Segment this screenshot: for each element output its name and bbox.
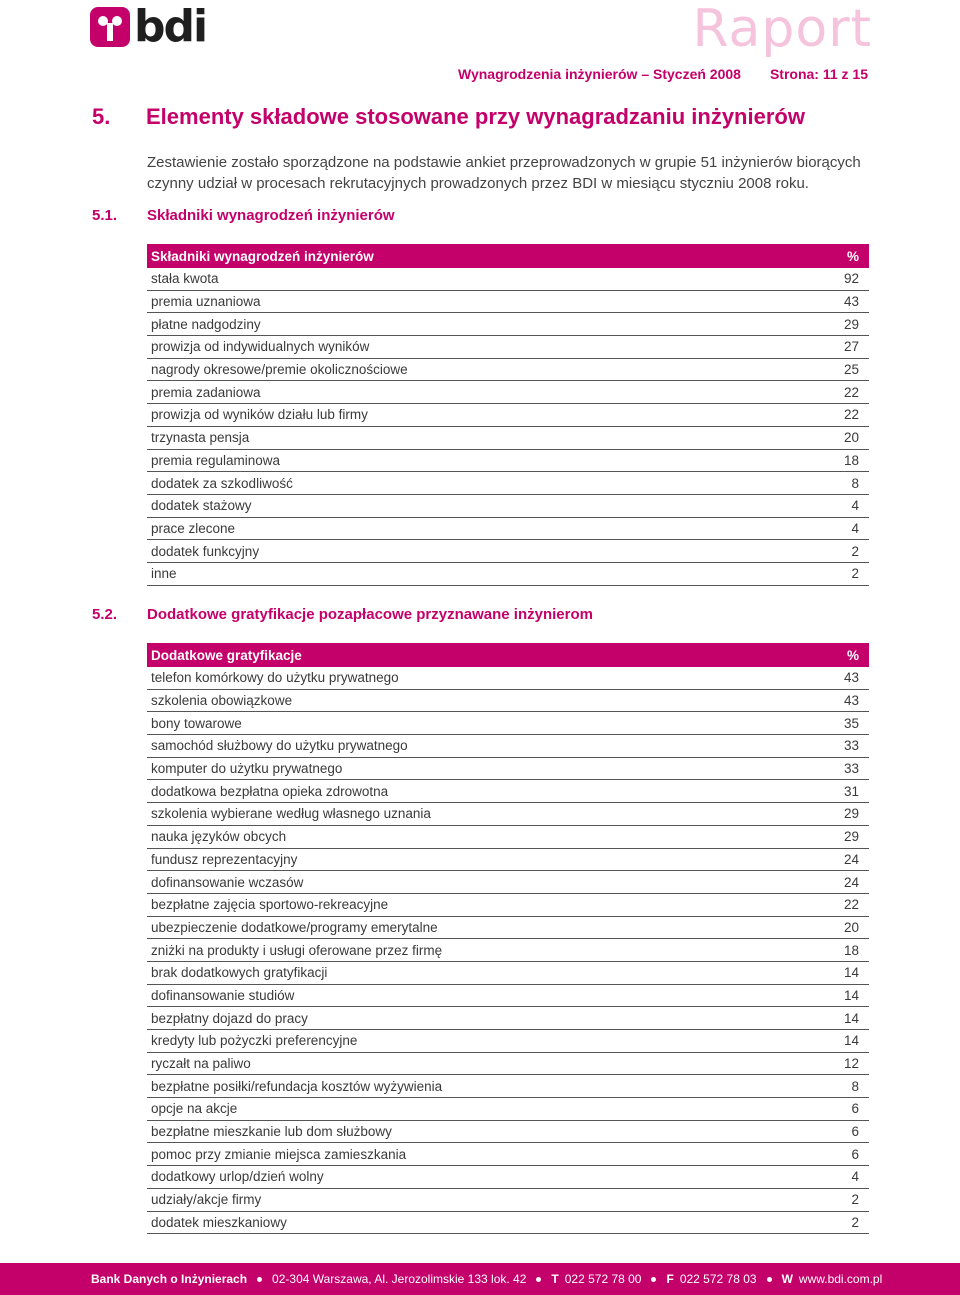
row-name: bezpłatne zajęcia sportowo-rekreacyjne [151,897,389,913]
row-value: 43 [843,693,859,709]
row-value: 20 [843,919,859,935]
table-row [147,780,869,803]
table-header [147,643,869,667]
page-number: Strona: 11 z 15 [769,66,868,82]
footer-company: Bank Danych o Inżynierach [91,1272,248,1286]
bdi-logo [90,1,207,52]
row-name: kredyty lub pożyczki preferencyjne [151,1033,358,1049]
header-percent: % [846,647,859,663]
table-row [147,758,869,781]
row-name: dodatek za szkodliwość [151,475,293,491]
table-row [147,1166,869,1189]
table-row [147,1212,869,1235]
row-name: dodatek funkcyjny [151,543,260,559]
table-row [147,690,869,713]
table1-heading [92,207,395,224]
table-row [147,1030,869,1053]
row-value: 25 [843,362,859,378]
section-heading [92,104,805,130]
row-name: prowizja od indywidualnych wyników [151,339,370,355]
row-name: nagrody okresowe/premie okolicznościowe [151,362,408,378]
row-value: 2 [851,1214,859,1230]
row-name: dodatkowa bezpłatna opieka zdrowotna [151,783,389,799]
row-value: 22 [843,407,859,423]
row-name: dodatkowy urlop/dzień wolny [151,1169,324,1185]
row-value: 8 [851,475,859,491]
row-name: komputer do użytku prywatnego [151,761,343,777]
table1-title: Składniki wynagrodzeń inżynierów [147,207,395,224]
footer-fax: 022 572 78 03 [679,1272,757,1286]
row-name: opcje na akcje [151,1101,238,1117]
footer-address: 02-304 Warszawa, Al. Jerozolimskie 133 lok. 42 [272,1272,527,1286]
table2-heading [92,606,593,623]
table2-number: 5.2. [92,606,118,623]
table-row [147,849,869,872]
row-value: 29 [843,316,859,332]
row-name: szkolenia wybierane według własnego uznania [151,806,431,822]
row-value: 24 [843,851,859,867]
table-row [147,985,869,1008]
row-value: 29 [843,806,859,822]
table-row [147,268,869,291]
table-row [147,563,869,586]
table-row [147,871,869,894]
row-name: bony towarowe [151,715,242,731]
row-value: 35 [843,715,859,731]
table-row [147,518,869,541]
table-row [147,427,869,450]
row-value: 14 [843,1033,859,1049]
row-name: nauka języków obcych [151,829,287,845]
section-number: 5. [92,104,111,129]
footer-web[interactable]: www.bdi.com.pl [798,1272,883,1286]
row-value: 20 [843,430,859,446]
header-name: Składniki wynagrodzeń inżynierów [151,248,374,264]
table-row [147,826,869,849]
table-row [147,712,869,735]
table-row [147,313,869,336]
bullet-icon [651,1277,656,1282]
bullet-icon [767,1277,772,1282]
row-name: premia uznaniowa [151,294,261,310]
header-name: Dodatkowe gratyfikacje [151,647,302,663]
table-row [147,540,869,563]
logo-text: bdi [134,1,207,52]
row-name: brak dodatkowych gratyfikacji [151,965,328,981]
footer-web-label: W [781,1272,793,1286]
row-value: 43 [843,294,859,310]
row-value: 2 [851,543,859,559]
row-value: 18 [843,942,859,958]
row-value: 14 [843,965,859,981]
table-row [147,803,869,826]
row-name: prace zlecone [151,520,236,536]
document-subtitle: Wynagrodzenia inżynierów – Styczeń 2008 [458,66,741,82]
footer-tel-label: T [551,1272,559,1286]
table-row [147,1053,869,1076]
row-name: premia regulaminowa [151,452,281,468]
table-row [147,359,869,382]
table-row [147,1189,869,1212]
row-value: 14 [843,1010,859,1026]
row-name: stała kwota [151,271,219,287]
table2-title: Dodatkowe gratyfikacje pozapłacowe przyznawane inżynierom [147,606,593,623]
table1-number: 5.1. [92,207,118,224]
row-name: szkolenia obowiązkowe [151,693,293,709]
row-value: 29 [843,829,859,845]
row-name: prowizja od wyników działu lub firmy [151,407,368,423]
row-name: trzynasta pensja [151,430,250,446]
table-row [147,450,869,473]
table-row [147,291,869,314]
bullet-icon [257,1277,262,1282]
row-value: 4 [851,1169,859,1185]
header-percent: % [846,248,859,264]
table-row [147,735,869,758]
row-value: 31 [843,783,859,799]
row-name: dofinansowanie wczasów [151,874,304,890]
row-name: dodatek stażowy [151,498,252,514]
row-name: płatne nadgodziny [151,316,261,332]
row-name: ryczałt na paliwo [151,1056,251,1072]
row-name: bezpłatny dojazd do pracy [151,1010,308,1026]
row-name: zniżki na produkty i usługi oferowane przez firmę [151,942,443,958]
row-name: pomoc przy zmianie miejsca zamieszkania [151,1146,407,1162]
row-name: fundusz reprezentacyjny [151,851,298,867]
row-name: bezpłatne posiłki/refundacja kosztów wyżywienia [151,1078,443,1094]
report-watermark: Raport [692,0,872,59]
row-name: dodatek mieszkaniowy [151,1214,287,1230]
table-row [147,1098,869,1121]
table-row [147,1121,869,1144]
benefits-table [147,643,869,1234]
row-value: 27 [843,339,859,355]
row-value: 2 [851,1192,859,1208]
page-footer [0,1263,960,1295]
table-row [147,894,869,917]
table-row [147,404,869,427]
table-row [147,667,869,690]
row-value: 4 [851,498,859,514]
bdi-logo-icon [90,7,130,47]
table-row [147,381,869,404]
row-name: bezpłatne mieszkanie lub dom służbowy [151,1124,392,1140]
row-value: 8 [851,1078,859,1094]
row-name: samochód służbowy do użytku prywatnego [151,738,408,754]
table-header [147,244,869,268]
table-row [147,917,869,940]
table-row [147,1007,869,1030]
table-row [147,1075,869,1098]
table-row [147,336,869,359]
table-row [147,1143,869,1166]
table-row [147,472,869,495]
row-value: 33 [843,761,859,777]
row-value: 92 [843,271,859,287]
row-value: 4 [851,520,859,536]
row-value: 18 [843,452,859,468]
row-value: 6 [851,1101,859,1117]
row-value: 14 [843,987,859,1003]
row-name: premia zadaniowa [151,384,261,400]
row-value: 12 [843,1056,859,1072]
salary-components-table [147,244,869,586]
row-value: 6 [851,1146,859,1162]
row-name: udziały/akcje firmy [151,1192,262,1208]
row-value: 22 [843,384,859,400]
row-name: telefon komórkowy do użytku prywatnego [151,670,399,686]
intro-paragraph: Zestawienie zostało sporządzone na podstawie ankiet przeprowadzonych w grupie 51 inżynierów biorących czynny udział w procesach rekrutacyjnych prowadzonych przez BDI w miesiącu styczniu 2008 roku. [147,154,861,192]
row-value: 6 [851,1124,859,1140]
row-value: 2 [851,566,859,582]
section-title: Elementy składowe stosowane przy wynagradzaniu inżynierów [146,104,805,129]
row-name: ubezpieczenie dodatkowe/programy emerytalne [151,919,438,935]
row-value: 24 [843,874,859,890]
row-value: 43 [843,670,859,686]
table-row [147,939,869,962]
table-row [147,495,869,518]
footer-fax-label: F [666,1272,674,1286]
footer-tel: 022 572 78 00 [564,1272,642,1286]
bullet-icon [536,1277,541,1282]
table-row [147,962,869,985]
row-value: 33 [843,738,859,754]
row-value: 22 [843,897,859,913]
row-name: inne [151,566,177,582]
row-name: dofinansowanie studiów [151,987,295,1003]
